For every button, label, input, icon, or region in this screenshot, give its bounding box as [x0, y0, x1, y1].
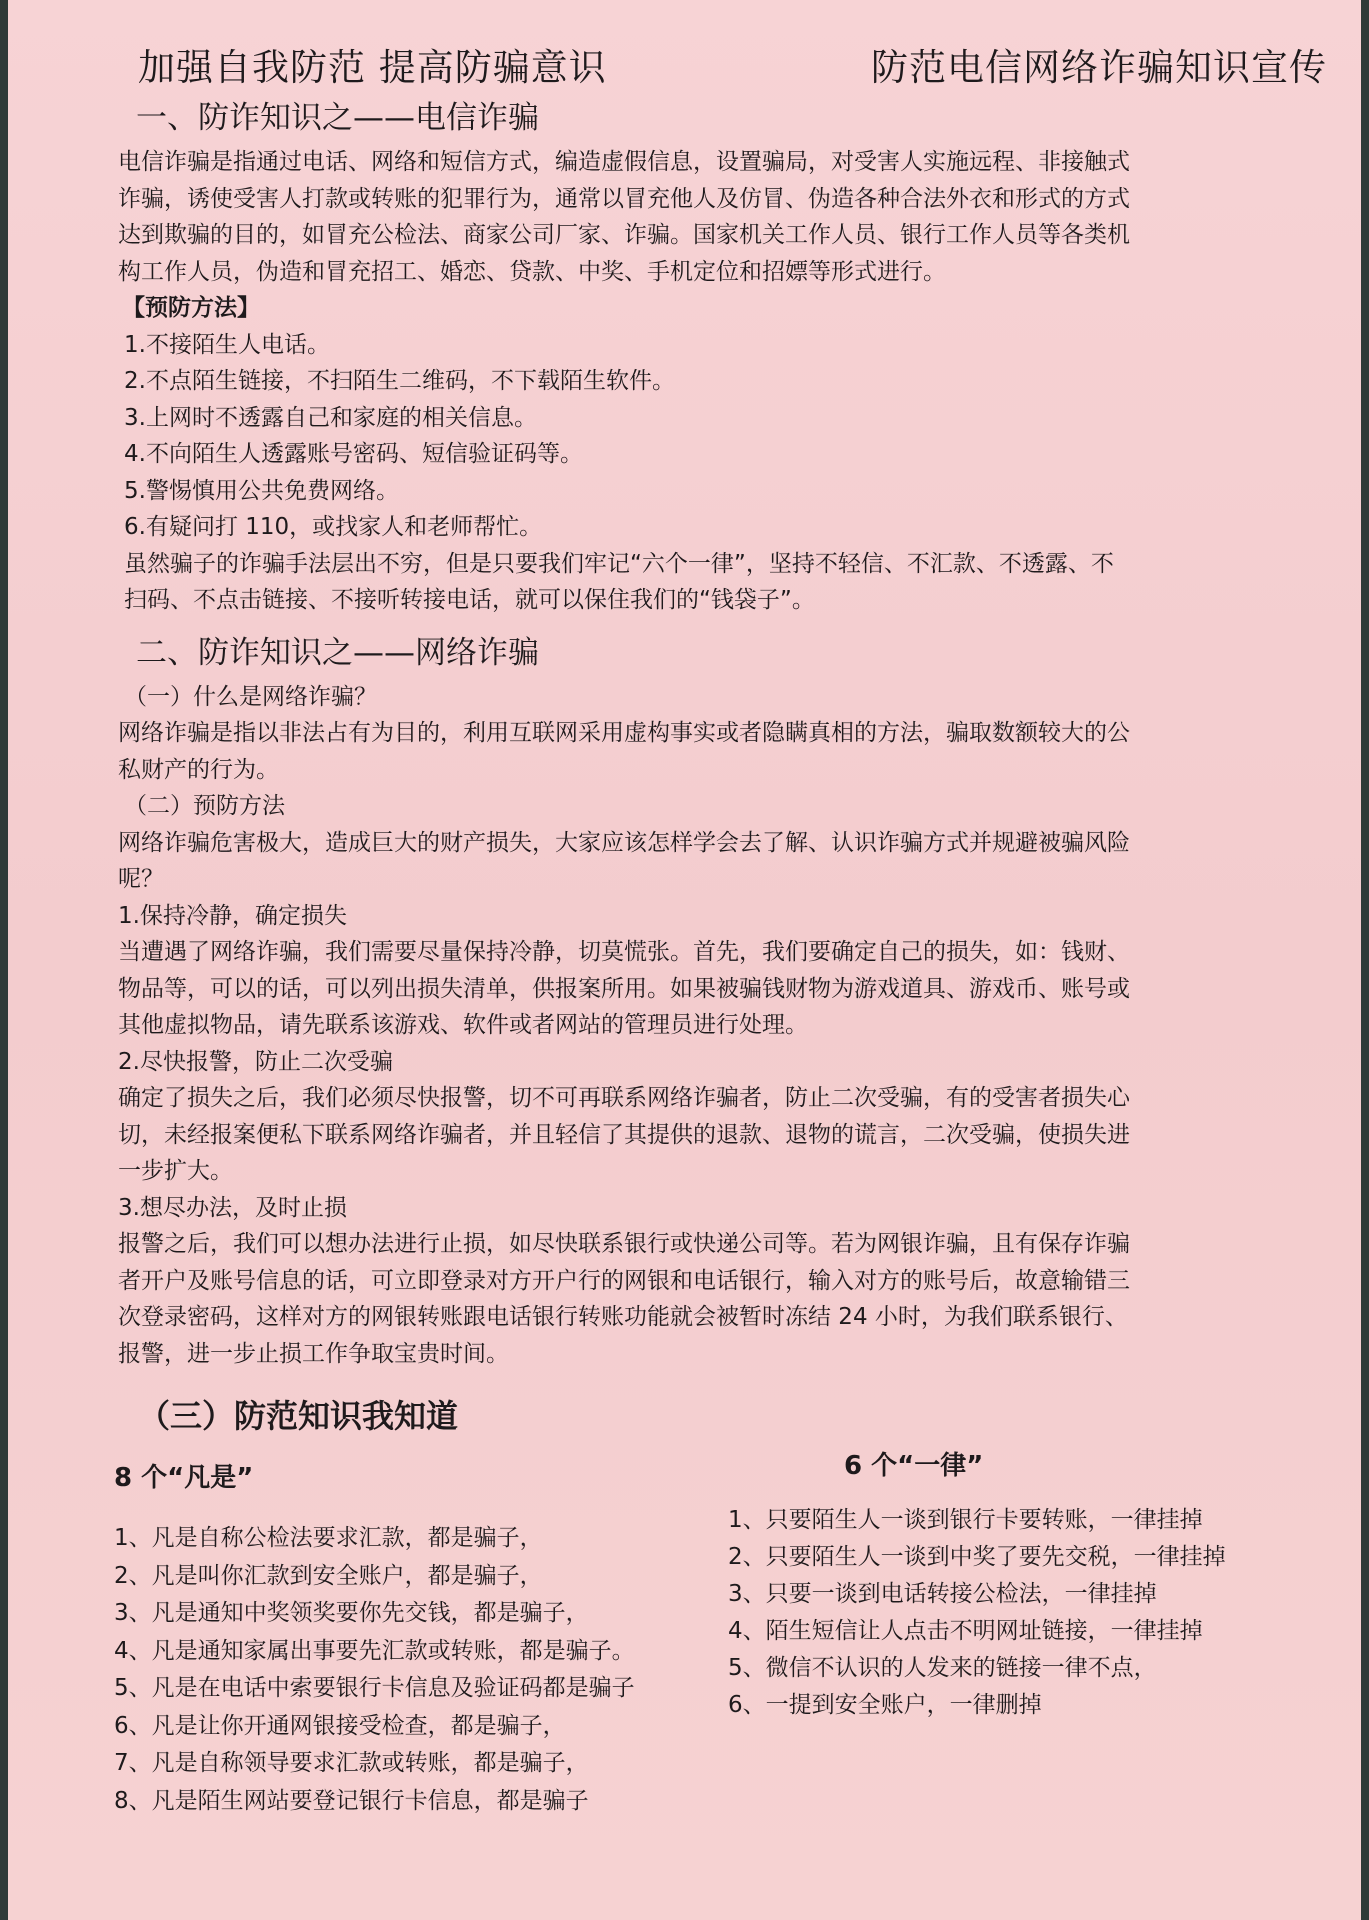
list-item: 2、凡是叫你汇款到安全账户，都是骗子，: [114, 1562, 543, 1589]
list-item: 4、陌生短信让人点击不明网址链接，一律挂掉: [728, 1618, 1203, 1644]
text-line: 网络诈骗是指以非法占有为目的，利用互联网采用虚构事实或者隐瞒真相的方法，骗取数额较大的公: [118, 720, 1130, 746]
title-left: 加强自我防范 提高防骗意识: [138, 46, 607, 89]
list-item: 5、微信不认识的人发来的链接一律不点，: [728, 1655, 1157, 1681]
flyer-header: [118, 0, 1331, 90]
list-item: 3、只要一谈到电话转接公检法，一律挂掉: [728, 1581, 1157, 1607]
sub2-heading: （二）预防方法: [124, 793, 285, 819]
sub1-heading: （一）什么是网络诈骗？: [124, 683, 377, 710]
list-item: 1、凡是自称公检法要求汇款，都是骗子，: [114, 1525, 543, 1551]
step3-heading: 3.想尽办法，及时止损: [118, 1194, 347, 1221]
section3-heading: （三）防范知识我知道: [138, 1397, 459, 1435]
list-item: 1、只要陌生人一谈到银行卡要转账，一律挂掉: [728, 1507, 1203, 1533]
list-item: 1.不接陌生人电话。: [124, 331, 330, 358]
prevention-heading: 【预防方法】: [122, 295, 260, 321]
flyer-paper: [8, 0, 1361, 1920]
sub1-body: [118, 715, 1331, 788]
step2-heading: 2.尽快报警，防止二次受骗: [118, 1048, 393, 1075]
text-line: 其他虚拟物品，请先联系该游戏、软件或者网站的管理员进行处理。: [118, 1012, 808, 1038]
text-line: 电信诈骗是指通过电话、网络和短信方式，编造虚假信息，设置骗局，对受害人实施远程、非接触式: [118, 149, 1130, 175]
six-yilv-column: [728, 1446, 1328, 1724]
list-item: 3、凡是通知中奖领奖要你先交钱，都是骗子，: [114, 1600, 589, 1626]
list-item: 6、一提到安全账户，一律删掉: [728, 1692, 1042, 1718]
list-item: 3.上网时不透露自己和家庭的相关信息。: [124, 404, 537, 431]
six-yilv-title: 6 个“一律”: [844, 1451, 984, 1481]
text-line: 诈骗，诱使受害人打款或转账的犯罪行为，通常以冒充他人及仿冒、伪造各种合法外衣和形式的方式: [118, 185, 1130, 212]
text-line: 报警之后，我们可以想办法进行止损，如尽快联系银行或快递公司等。若为网银诈骗，且有保存诈骗: [118, 1231, 1130, 1257]
text-line: 者开户及账号信息的话，可立即登录对方开户行的网银和电话银行，输入对方的账号后，故意输错三: [118, 1267, 1130, 1294]
list-item: 4、凡是通知家属出事要先汇款或转账，都是骗子。: [114, 1637, 635, 1664]
text-line: 构工作人员，伪造和冒充招工、婚恋、贷款、中奖、手机定位和招嫖等形式进行。: [118, 258, 946, 285]
eight-fanshi-list: [114, 1520, 774, 1820]
prevention-list: [124, 327, 1331, 546]
text-line: 确定了损失之后，我们必须尽快报警，切不可再联系网络诈骗者，防止二次受骗，有的受害者损失心: [118, 1085, 1130, 1111]
step3-body: [118, 1226, 1331, 1372]
text-line: 切，未经报案便私下联系网络诈骗者，并且轻信了其提供的退款、退物的谎言，二次受骗，使损失进: [118, 1121, 1130, 1148]
section1-heading: 一、防诈知识之——电信诈骗: [136, 100, 539, 136]
text-line: 扫码、不点击链接、不接听转接电话，就可以保住我们的“钱袋子”。: [124, 587, 815, 613]
list-item: 5、凡是在电话中索要银行卡信息及验证码都是骗子: [114, 1675, 635, 1701]
text-line: 达到欺骗的目的，如冒充公检法、商家公司厂家、诈骗。国家机关工作人员、银行工作人员等各类机: [118, 222, 1130, 248]
sub2-body: [118, 825, 1331, 898]
list-item: 8、凡是陌生网站要登记银行卡信息，都是骗子: [114, 1787, 589, 1814]
text-line: 报警，进一步止损工作争取宝贵时间。: [118, 1340, 509, 1367]
text-line: 私财产的行为。: [118, 756, 279, 783]
list-item: 5.警惕慎用公共免费网络。: [124, 477, 399, 504]
eight-fanshi-column: [114, 1446, 774, 1820]
text-line: 当遭遇了网络诈骗，我们需要尽量保持冷静，切莫慌张。首先，我们要确定自己的损失，如：钱财、: [118, 939, 1130, 965]
list-item: 4.不向陌生人透露账号密码、短信验证码等。: [124, 441, 583, 467]
text-line: 一步扩大。: [118, 1158, 233, 1184]
step1-body: [118, 934, 1331, 1044]
section1-intro: [118, 144, 1331, 290]
step2-body: [118, 1080, 1331, 1190]
step1-heading: 1.保持冷静，确定损失: [118, 902, 347, 929]
eight-fanshi-title: 8 个“凡是”: [114, 1463, 254, 1493]
list-item: 2.不点陌生链接，不扫陌生二维码，不下载陌生软件。: [124, 368, 675, 394]
text-line: 物品等，可以的话，可以列出损失清单，供报案所用。如果被骗钱财物为游戏道具、游戏币、账号或: [118, 975, 1130, 1002]
list-item: 2、只要陌生人一谈到中奖了要先交税，一律挂掉: [728, 1544, 1226, 1570]
text-line: 呢？: [118, 866, 164, 892]
text-line: 虽然骗子的诈骗手法层出不穷，但是只要我们牢记“六个一律”，坚持不轻信、不汇款、不透露、不: [124, 550, 1114, 577]
section2-heading: 二、防诈知识之——网络诈骗: [136, 634, 539, 671]
list-item: 6.有疑问打 110，或找家人和老师帮忙。: [124, 514, 543, 540]
six-yilv-list: [728, 1502, 1328, 1724]
text-line: 网络诈骗危害极大，造成巨大的财产损失，大家应该怎样学会去了解、认识诈骗方式并规避被骗风险: [118, 829, 1130, 856]
section1-summary: [124, 546, 1331, 619]
list-item: 6、凡是让你开通网银接受检查，都是骗子，: [114, 1712, 566, 1739]
list-item: 7、凡是自称领导要求汇款或转账，都是骗子，: [114, 1750, 589, 1776]
text-line: 次登录密码，这样对方的网银转账跟电话银行转账功能就会被暂时冻结 24 小时，为我们联系银行、: [118, 1304, 1128, 1330]
section3-columns: [114, 1446, 1331, 1826]
title-right: 防范电信网络诈骗知识宣传: [871, 46, 1327, 89]
